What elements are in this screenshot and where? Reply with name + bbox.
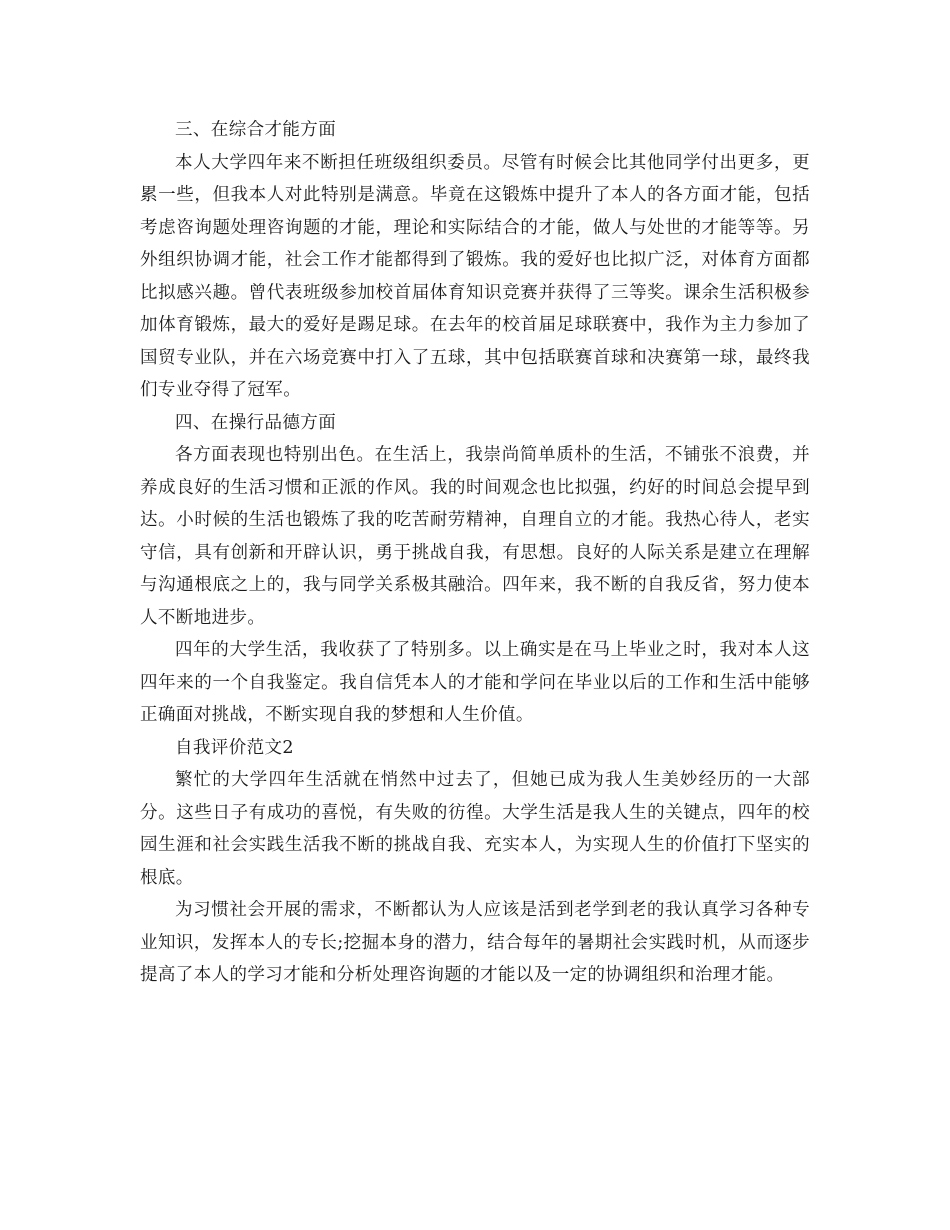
- paragraph-sample-2-study: 为习惯社会开展的需求，不断都认为人应该是活到老学到老的我认真学习各种专业知识，发挥本人的专长;挖掘本身的潜力，结合每年的暑期社会实践时机，从而逐步提高了本人的学习才能和分析处理咨询题的才能以及一定的协调组织和治理才能。: [140, 900, 810, 985]
- document-body: [140, 114, 810, 992]
- paragraph-summary: 四年的大学生活，我收获了了特别多。以上确实是在马上毕业之时，我对本人这四年来的一个自我鉴定。我自信凭本人的才能和学问在毕业以后的工作和生活中能够正确面对挑战，不断实现自我的梦想和人生价值。: [140, 640, 810, 725]
- paragraph-sample-2-intro: 繁忙的大学四年生活就在悄然中过去了，但她已成为我人生美妙经历的一大部分。这些日子有成功的喜悦，有失败的彷徨。大学生活是我人生的关键点，四年的校园生涯和社会实践生活我不断的挑战自我、充实本人，为实现人生的价值打下坚实的根底。: [140, 770, 810, 888]
- section-heading-comprehensive-ability: 三、在综合才能方面: [175, 120, 337, 140]
- section-heading-conduct-morality: 四、在操行品德方面: [175, 412, 337, 433]
- paragraph-conduct-morality: 各方面表现也特别出色。在生活上，我崇尚简单质朴的生活，不铺张不浪费，并养成良好的生活习惯和正派的作风。我的时间观念也比拟强，约好的时间总会提早到达。小时候的生活也锻炼了我的吃苦耐劳精神，自理自立的才能。我热心待人，老实守信，具有创新和开辟认识，勇于挑战自我，有思想。良好的人际关系是建立在理解与沟通根底之上的，我与同学关系极其融洽。四年来，我不断的自我反省，努力使本人不断地进步。: [140, 445, 810, 628]
- paragraph-comprehensive-ability: 本人大学四年来不断担任班级组织委员。尽管有时候会比其他同学付出更多，更累一些，但我本人对此特别是满意。毕竟在这锻炼中提升了本人的各方面才能，包括考虑咨询题处理咨询题的才能，理论和实际结合的才能，做人与处世的才能等等。另外组织协调才能，社会工作才能都得到了锻炼。我的爱好也比拟广泛，对体育方面都比拟感兴趣。曾代表班级参加校首届体育知识竞赛并获得了三等奖。课余生活积极参加体育锻炼，最大的爱好是踢足球。在去年的校首届足球联赛中，我作为主力参加了国贸专业队，并在六场竞赛中打入了五球，其中包括联赛首球和决赛第一球，最终我们专业夺得了冠军。: [140, 152, 810, 400]
- section-heading-sample-2: 自我评价范文2: [175, 737, 294, 758]
